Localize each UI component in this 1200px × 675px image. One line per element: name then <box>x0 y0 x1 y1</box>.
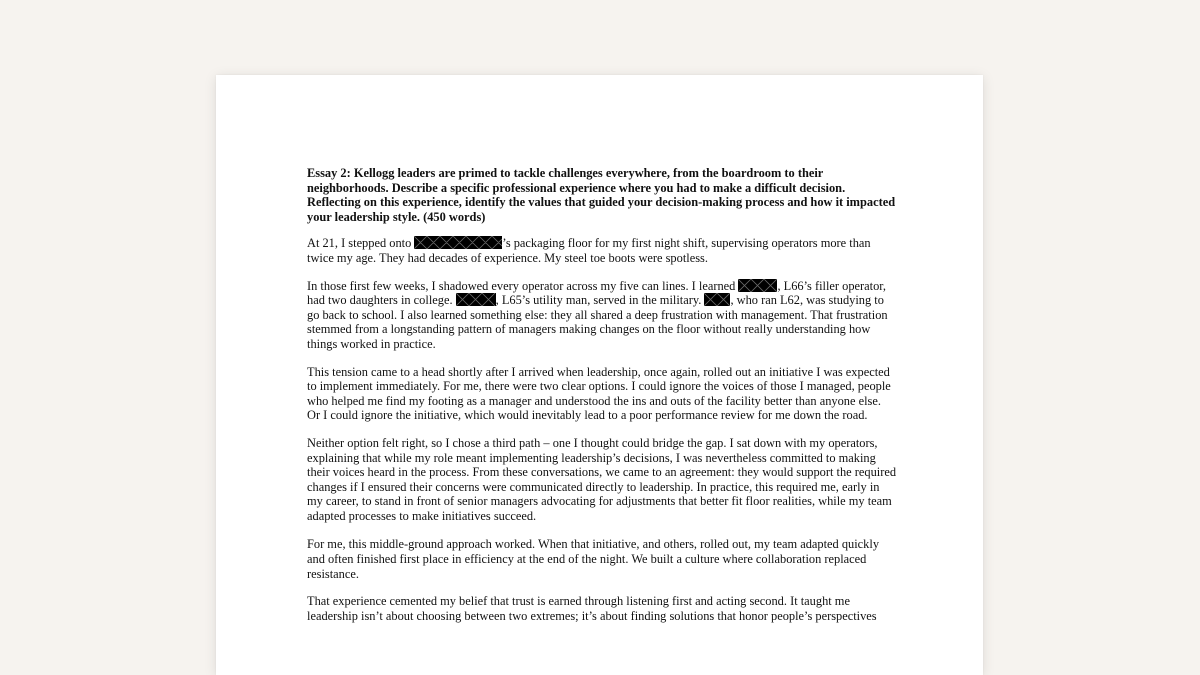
paragraph-3: This tension came to a head shortly after I arrived when leadership, once again, rolled out an initiative I was expected to implement immediately. For me, there were two clear options. I could ignore the voices of those I managed, people who helped me find my footing as a manager and understood the ins and outs of the facility better than anyone else. Or I could ignore the initiative, which would inevitably lead to a poor performance review for me down the road. <box>307 364 891 423</box>
paragraph-2-text-d: , who ran L62, was studying to go back to school. I also learned something else: they all shared a deep frustration with management. That frustration stemmed from a longstanding pattern of managers making changes on the floor without really understanding how things worked in practice. <box>307 293 888 351</box>
redaction-block <box>456 293 496 306</box>
paragraph-4: Neither option felt right, so I chose a third path – one I thought could bridge the gap. I sat down with my operators, explaining that while my role meant implementing leadership’s decisions, I was nevertheless committed to making their voices heard in the process. From these conversations, we came to an agreement: they would support the required changes if I ensured their concerns were communicated directly to leadership. In practice, this required me, early in my career, to stand in front of senior managers advocating for adjustments that better fit floor realities, while my team adapted processes to make initiatives succeed. <box>307 435 897 523</box>
redaction-block <box>414 236 502 249</box>
paragraph-2-text-a: In those first few weeks, I shadowed every operator across my five can lines. I learned <box>307 278 739 293</box>
paragraph-2-text-b: , L66’s filler operator, had two daughters in college. <box>307 278 887 308</box>
paragraph-2-text-c: , L65’s utility man, served in the military. <box>495 293 705 308</box>
document-page <box>216 75 983 675</box>
paragraph-6: That experience cemented my belief that trust is earned through listening first and acting second. It taught me leadership isn’t about choosing between two extremes; it’s about finding solutions that honor people’s perspectives <box>307 594 877 623</box>
essay-prompt: Essay 2: Kellogg leaders are primed to tackle challenges everywhere, from the boardroom to their neighborhoods. Describe a specific professional experience where you had to make a difficult decision. Reflecting on this experience, identify the values that guided your decision-making process and how it impacted your leadership style. (450 words) <box>307 166 896 224</box>
paragraph-5: For me, this middle-ground approach worked. When that initiative, and others, rolled out, my team adapted quickly and often finished first place in efficiency at the end of the night. We built a culture where collaboration replaced resistance. <box>307 537 880 581</box>
paragraph-1-text-a: At 21, I stepped onto <box>307 236 415 251</box>
paragraph-2 <box>307 279 897 352</box>
essay-body <box>307 166 897 637</box>
paragraph-1-text-b: ’s packaging floor for my first night shift, supervising operators more than twice my age. They had decades of experience. My steel toe boots were spotless. <box>307 236 871 265</box>
redaction-block <box>704 293 730 306</box>
paragraph-1 <box>307 236 897 265</box>
redaction-block <box>738 279 777 292</box>
